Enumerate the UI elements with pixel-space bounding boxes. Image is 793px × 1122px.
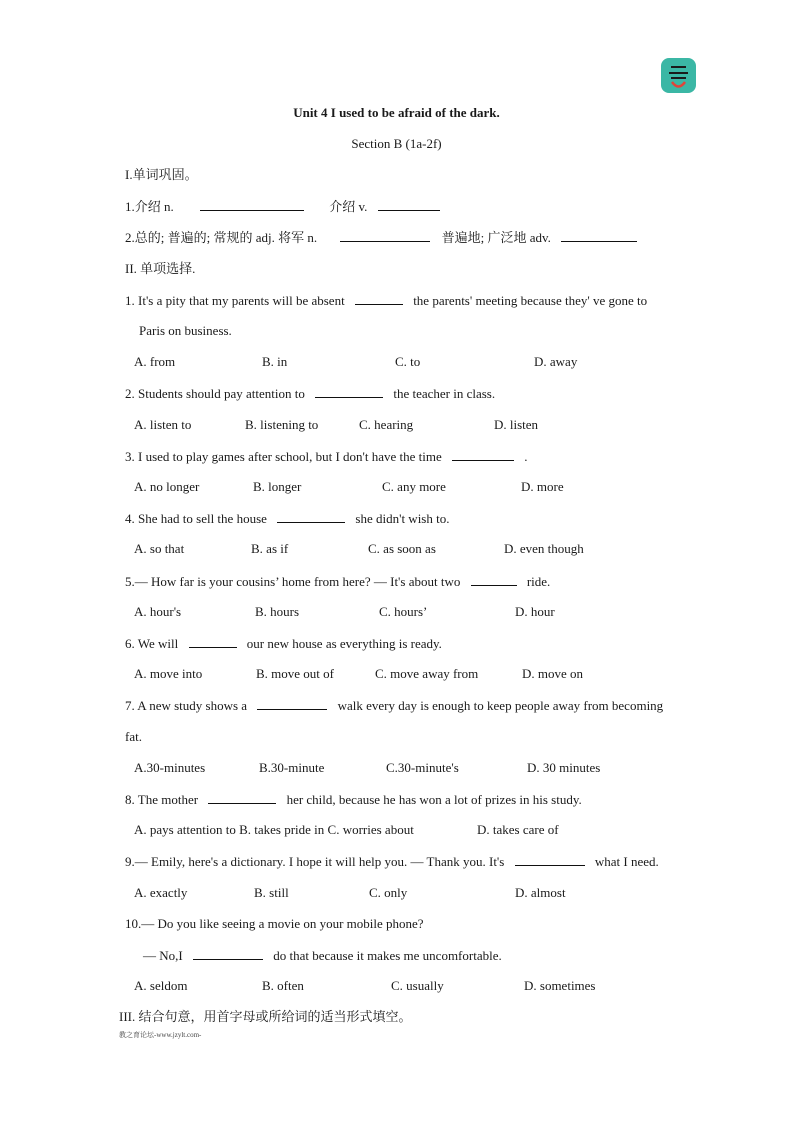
answer-blank[interactable]: [340, 229, 430, 242]
question-text: — No,I: [143, 948, 183, 963]
option-c[interactable]: C. only: [369, 885, 408, 900]
answer-blank[interactable]: [257, 697, 327, 710]
option-a[interactable]: A. exactly: [134, 885, 188, 900]
question-stem-line2: [143, 947, 502, 964]
option-b[interactable]: B. often: [262, 978, 304, 993]
option-abc[interactable]: A. pays attention to B. takes pride in C. worries about: [134, 822, 414, 837]
question-text: 3. I used to play games after school, but I don't have the time: [125, 449, 442, 464]
answer-blank[interactable]: [200, 198, 304, 211]
option-a[interactable]: A. so that: [134, 541, 185, 556]
option-a[interactable]: A.30-minutes: [134, 760, 206, 775]
option-a[interactable]: A. seldom: [134, 978, 188, 993]
question-stem: 10.— Do you like seeing a movie on your mobile phone?: [125, 916, 424, 931]
question-text: she didn't wish to.: [355, 511, 450, 526]
option-d[interactable]: D. move on: [522, 666, 584, 681]
answer-blank[interactable]: [355, 292, 403, 305]
option-c[interactable]: C. usually: [391, 978, 444, 993]
option-c[interactable]: C. to: [395, 354, 421, 369]
option-c[interactable]: C. as soon as: [368, 541, 436, 556]
option-a[interactable]: A. from: [134, 354, 176, 369]
question-text: 6. We will: [125, 636, 179, 651]
question-stem: [125, 697, 663, 714]
answer-blank[interactable]: [277, 510, 345, 523]
question-text: 5.— How far is your cousins’ home from here? — It's about two: [125, 574, 461, 589]
question-stem: [125, 573, 550, 590]
question-text: the teacher in class.: [393, 386, 496, 401]
part2-heading: II. 单项选择.: [125, 261, 196, 276]
footer-text: 教之育论坛-www.jzylt.com-: [119, 1031, 202, 1039]
option-d[interactable]: D. almost: [515, 885, 566, 900]
question-text: 4. She had to sell the house: [125, 511, 267, 526]
question-text: do that because it makes me uncomfortable.: [273, 948, 502, 963]
option-b[interactable]: B. in: [262, 354, 288, 369]
option-a[interactable]: A. listen to: [134, 417, 192, 432]
vocab-q1-prompt-a: 1.介绍 n.: [125, 199, 174, 214]
option-d[interactable]: D. away: [534, 354, 578, 369]
option-d[interactable]: D. more: [521, 479, 564, 494]
answer-blank[interactable]: [189, 635, 237, 648]
vocab-q1-prompt-b: 介绍 v.: [329, 199, 368, 214]
question-text: 1. It's a pity that my parents will be absent: [125, 293, 345, 308]
option-b[interactable]: B. move out of: [256, 666, 334, 681]
option-c[interactable]: C.30-minute's: [386, 760, 459, 775]
question-stem: [125, 853, 659, 870]
option-d[interactable]: D. hour: [515, 604, 555, 619]
option-a[interactable]: A. hour's: [134, 604, 182, 619]
vocab-q2-prompt-a: 2.总的; 普遍的; 常规的 adj. 将军 n.: [125, 230, 318, 245]
option-d[interactable]: D. 30 minutes: [527, 760, 601, 775]
answer-blank[interactable]: [471, 573, 517, 586]
option-d[interactable]: D. listen: [494, 417, 539, 432]
option-d[interactable]: D. even though: [504, 541, 584, 556]
question-text: what I need.: [594, 854, 659, 869]
option-d[interactable]: D. takes care of: [477, 822, 559, 837]
question-text: her child, because he has won a lot of prizes in his study.: [286, 792, 582, 807]
question-stem: [125, 292, 647, 309]
option-c[interactable]: C. hearing: [359, 417, 414, 432]
question-text: .: [524, 449, 528, 464]
vocab-q2-prompt-b: 普遍地; 广泛地 adv.: [441, 230, 551, 245]
app-logo-icon: [661, 58, 696, 93]
option-b[interactable]: B. longer: [253, 479, 302, 494]
question-stem: [125, 448, 528, 465]
page-title: Unit 4 I used to be afraid of the dark.: [293, 105, 500, 120]
answer-blank[interactable]: [378, 198, 440, 211]
question-continuation: fat.: [125, 729, 142, 744]
option-c[interactable]: C. move away from: [375, 666, 479, 681]
option-b[interactable]: B.30-minute: [259, 760, 325, 775]
question-text: 8. The mother: [125, 792, 199, 807]
question-text: the parents' meeting because they' ve gone to: [413, 293, 648, 308]
question-text: 7. A new study shows a: [125, 698, 248, 713]
part3-heading: III. 结合句意，用首字母或所给词的适当形式填空。: [119, 1009, 412, 1024]
question-continuation: Paris on business.: [139, 323, 232, 338]
option-b[interactable]: B. as if: [251, 541, 289, 556]
question-stem: [125, 385, 495, 402]
question-stem: [125, 791, 582, 808]
answer-blank[interactable]: [561, 229, 637, 242]
option-a[interactable]: A. move into: [134, 666, 203, 681]
vocab-question-1: [125, 198, 447, 215]
answer-blank[interactable]: [315, 385, 383, 398]
option-b[interactable]: B. still: [254, 885, 289, 900]
question-text: walk every day is enough to keep people away from becoming: [337, 698, 664, 713]
answer-blank[interactable]: [452, 448, 514, 461]
question-text: 2. Students should pay attention to: [125, 386, 305, 401]
question-text: ride.: [526, 574, 551, 589]
option-c[interactable]: C. hours’: [379, 604, 428, 619]
answer-blank[interactable]: [515, 853, 585, 866]
question-stem: [125, 510, 449, 527]
option-c[interactable]: C. any more: [382, 479, 446, 494]
part1-heading: I.单词巩固。: [125, 167, 198, 182]
question-text: 9.— Emily, here's a dictionary. I hope it will help you. — Thank you. It's: [125, 854, 505, 869]
option-b[interactable]: B. listening to: [245, 417, 319, 432]
vocab-question-2: [125, 229, 644, 246]
option-b[interactable]: B. hours: [255, 604, 300, 619]
section-subtitle: Section B (1a-2f): [351, 136, 442, 151]
option-a[interactable]: A. no longer: [134, 479, 200, 494]
answer-blank[interactable]: [193, 947, 263, 960]
question-text: our new house as everything is ready.: [246, 636, 442, 651]
answer-blank[interactable]: [208, 791, 276, 804]
option-d[interactable]: D. sometimes: [524, 978, 596, 993]
question-stem: [125, 635, 442, 652]
